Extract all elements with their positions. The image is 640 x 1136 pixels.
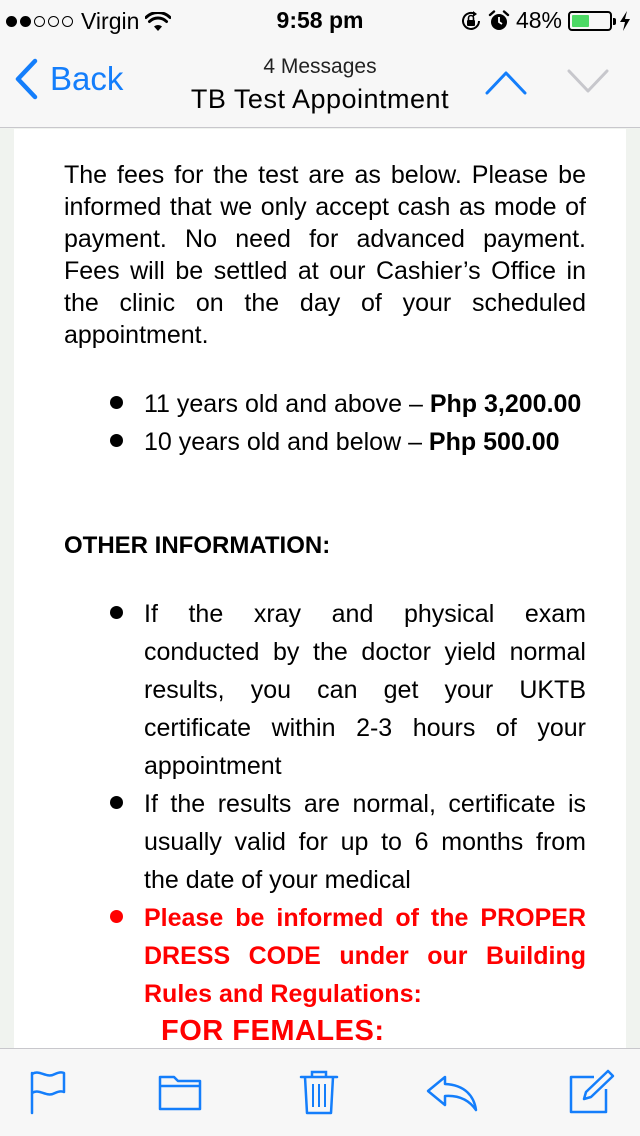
- fee-price: Php 3,200.00: [429, 390, 582, 418]
- carrier-name: Virgin: [81, 8, 140, 34]
- dress-code-notice: Please be informed of the PROPER DRESS CODE under our Building Rules and Regulations:: [144, 904, 586, 1008]
- fee-age-text: 10 years old and below –: [144, 428, 429, 456]
- message-count: 4 Messages: [263, 55, 377, 78]
- previous-message-chevron-up-icon[interactable]: [484, 68, 528, 96]
- trash-icon[interactable]: [298, 1069, 340, 1115]
- fees-list: [14, 385, 626, 461]
- bullet-icon: [110, 796, 123, 809]
- status-bar: [0, 0, 640, 40]
- other-information-list: [14, 595, 626, 1013]
- fee-age-text: 11 years old and above –: [144, 390, 430, 418]
- list-item-text: If the results are normal, certificate is usually valid for up to 6 months from the date of your medical: [144, 790, 586, 894]
- email-subject-title: TB Test Appointment: [190, 84, 450, 114]
- fees-intro-paragraph: The fees for the test are as below. Please be informed that we only accept cash as mode of payment. No need for advanced payment. Fees will be settled at our Cashier’s Office in the clinic on the day of your scheduled appointment.: [64, 161, 586, 349]
- for-females-heading: FOR FEMALES:: [161, 1015, 385, 1047]
- list-item-text: If the xray and physical exam conducted by the doctor yield normal results, you can get your UKTB certificate within 2-3 hours of your appointment: [144, 600, 586, 780]
- status-time: 9:58 pm: [276, 7, 364, 33]
- next-message-chevron-down-icon[interactable]: [566, 68, 610, 96]
- bullet-icon: [110, 910, 123, 923]
- email-body[interactable]: [14, 129, 626, 1048]
- battery-nub: [613, 18, 616, 25]
- list-item: [14, 899, 626, 1013]
- back-label: Back: [50, 60, 124, 97]
- other-information-heading: OTHER INFORMATION:: [64, 532, 331, 559]
- list-item: [14, 385, 626, 423]
- reply-icon[interactable]: [425, 1069, 479, 1115]
- status-right: [460, 7, 632, 34]
- list-item: [14, 423, 626, 461]
- folder-icon[interactable]: [157, 1069, 203, 1115]
- alarm-icon: [488, 10, 510, 32]
- flag-icon[interactable]: [28, 1069, 68, 1115]
- bullet-icon: [110, 396, 123, 409]
- navigation-bar: [0, 40, 640, 128]
- battery-fill: [572, 15, 589, 27]
- charging-bolt-icon: [618, 11, 632, 31]
- bullet-icon: [110, 606, 123, 619]
- fee-price: Php 500.00: [428, 428, 560, 456]
- bottom-toolbar: [0, 1048, 640, 1136]
- list-item: [14, 785, 626, 899]
- rotation-lock-icon: [460, 10, 482, 32]
- battery-icon: [568, 11, 612, 31]
- compose-icon[interactable]: [568, 1069, 616, 1115]
- bullet-icon: [110, 434, 123, 447]
- battery-percentage: 48%: [515, 7, 562, 33]
- list-item: [14, 595, 626, 785]
